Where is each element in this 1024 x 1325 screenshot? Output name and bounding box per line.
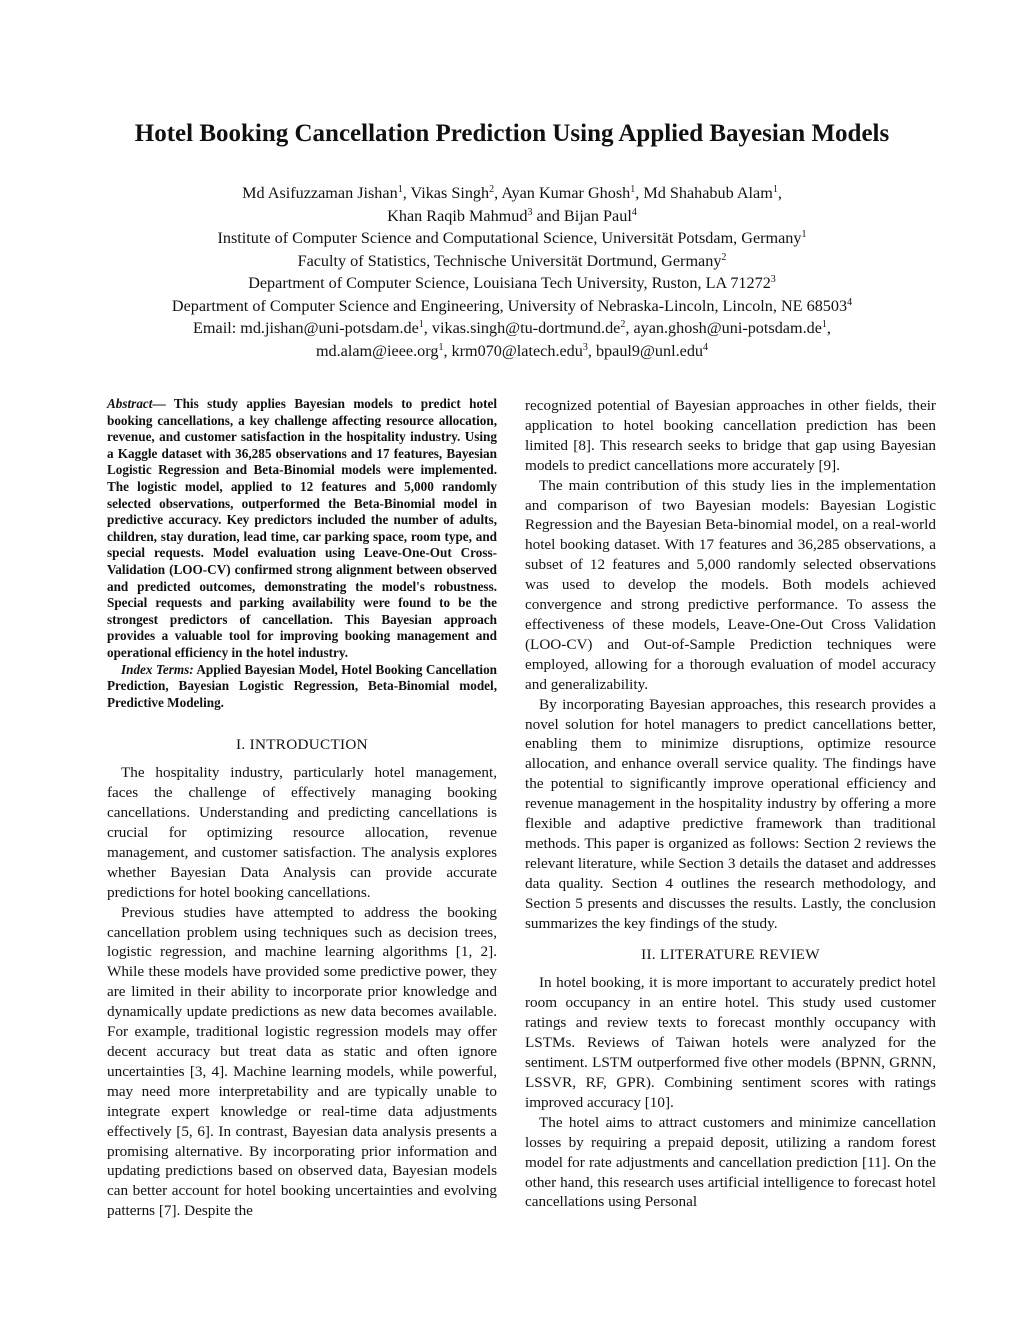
paragraph: The hotel aims to attract customers and minimize cancellation losses by requiring a prepaid deposit, utilizing a random forest model for rate adjustments and cancellation prediction [11]. On the other hand, this research uses artificial intelligence to forecast hotel cancellations using Personal bbox=[525, 1113, 936, 1211]
paragraph: recognized potential of Bayesian approaches in other fields, their application to hotel booking cancellation prediction has been limited [8]. This research seeks to bridge that gap using Bayesian models to predict cancellations more accurately [9]. bbox=[525, 397, 936, 474]
emails-line-1: Email: $md.jishan@uni-potsdam.de^1$, $vikas.singh@tu-dortmund.de^2$, $ayan.ghosh@uni-potsdam.de^1$, bbox=[193, 319, 831, 337]
emails-line-2: md.alam@ieee.org$^1$, krm070@latech.edu$^3$, bpaul9@unl.edu$^4$ bbox=[315, 341, 709, 360]
index-terms-label: Index Terms: bbox=[121, 661, 194, 677]
abstract-text: — This study applies Bayesian models to predict hotel booking cancellations, a key challenge affecting resource allocation, revenue, and customer satisfaction in the hospitality industry. Using a Kaggle dataset with 36,285 observations and 17 features, Bayesian Logistic Regression and Beta-Binomial models were implemented. The logistic model, applied to 12 features and 5,000 randomly selected observations, outperformed the Beta-Binomial model in predictive accuracy. Key predictors included the number of adults, children, stay duration, lead time, car parking space, room type, and special requests. Model evaluation using Leave-One-Out Cross-Validation (LOO-CV) confirmed strong alignment between observed and predicted outcomes, demonstrating the model's robustness. Special requests and parking availability were found to be the strongest predictors of cancellation. This Bayesian approach provides a valuable tool for improving booking management and operational efficiency in the hotel industry. bbox=[107, 396, 497, 660]
paragraph: The hospitality industry, particularly hotel management, faces the challenge of effectively managing booking cancellations. Understanding and predicting cancellations is crucial for optimizing resource allocation, revenue management, and customer satisfaction. The analysis explores whether Bayesian Data Analysis can provide accurate predictions for hotel booking cancellations. bbox=[107, 764, 497, 901]
affiliation-1: Institute of Computer Science and Computational Science, Universität Potsdam, Germany$^1$ bbox=[217, 229, 807, 247]
index-terms-text: Applied Bayesian Model, Hotel Booking Cancellation Prediction, Bayesian Logistic Regression, Beta-Binomial model, Predictive Modeling. bbox=[107, 661, 497, 710]
abstract-label: Abstract bbox=[107, 396, 153, 411]
introduction-body bbox=[107, 763, 497, 1221]
authors-line-1: Md Asifuzzaman Jishan$^1$, Vikas Singh$^2$, Ayan Kumar Ghosh$^1$, Md Shahabub Alam$^1$, bbox=[242, 184, 782, 202]
left-column bbox=[107, 396, 497, 1221]
paragraph: In hotel booking, it is more important to accurately predict hotel room occupancy in an entire hotel. This study used customer ratings and review texts to forecast monthly occupancy with LSTMs. Reviews of Taiwan hotels were analyzed for the sentiment. LSTM outperformed five other models (BPNN, GRNN, LSSVR, RF, GPR). Combining sentiment scores with ratings improved accuracy [10]. bbox=[525, 974, 936, 1111]
paragraph: The main contribution of this study lies in the implementation and comparison of two Bayesian models: Bayesian Logistic Regression and the Bayesian Beta-binomial model, on a real-world hotel booking dataset. With 17 features and 36,285 observations, a subset of 12 features and 5,000 randomly selected observations was used to develop the models. Both models achieved convergence and strong predictive performance. To assess the effectiveness of these models, Leave-One-Out Cross Validation (LOO-CV) and Out-of-Sample Prediction techniques were employed, allowing for a thorough evaluation of model accuracy and generalizability. bbox=[525, 476, 936, 693]
affiliation-2: Faculty of Statistics, Technische Universität Dortmund, Germany$^2$ bbox=[297, 251, 727, 270]
right-column bbox=[525, 396, 936, 1212]
paragraph: Previous studies have attempted to address the booking cancellation problem using techniques such as decision trees, logistic regression, and machine learning algorithms [1, 2]. While these models have provided some predictive power, they are limited in their ability to incorporate prior knowledge and dynamically update predictions as new data becomes available. For example, traditional logistic regression models may offer decent accuracy but treat data as static and often ignore uncertainties [3, 4]. Machine learning models, while powerful, may need more interpretability and are typically unable to integrate expert knowledge or real-time data adjustments effectively [5, 6]. In contrast, Bayesian data analysis presents a promising alternative. By incorporating prior information and updating predictions based on observed data, Bayesian models can better account for hotel booking uncertainties and evolving patterns [7]. Despite the bbox=[107, 903, 497, 1220]
abstract-paragraph bbox=[107, 396, 497, 662]
section-heading-literature-review: II. LITERATURE REVIEW bbox=[641, 946, 820, 964]
introduction-continued bbox=[525, 396, 936, 933]
section-heading-introduction: I. INTRODUCTION bbox=[236, 736, 368, 754]
paragraph: By incorporating Bayesian approaches, this research provides a novel solution for hotel managers to predict cancellations better, enabling them to minimize disruptions, optimize resource allocation, and enhance overall service quality. The findings have the potential to significantly improve operational efficiency and revenue management in the hospitality industry by offering a more flexible and adaptive predictive framework than traditional methods. This paper is organized as follows: Section 2 reviews the relevant literature, while Section 3 details the dataset and addresses data quality. Section 4 outlines the research methodology, and Section 5 presents and discusses the results. Lastly, the conclusion summarizes the key findings of the study. bbox=[525, 695, 936, 932]
paper-title: Hotel Booking Cancellation Prediction Using Applied Bayesian Models bbox=[134, 120, 890, 147]
abstract bbox=[107, 396, 497, 711]
index-terms bbox=[107, 662, 497, 712]
literature-review-body bbox=[525, 973, 936, 1212]
authors-line-2: Khan Raqib Mahmud$^3$ and Bijan Paul$^4$ bbox=[387, 206, 637, 225]
affiliation-3: Department of Computer Science, Louisiana Tech University, Ruston, LA 71272$^3$ bbox=[248, 274, 776, 292]
affiliation-4: Department of Computer Science and Engineering, University of Nebraska-Lincoln, Lincoln, NE 68503$^4$ bbox=[171, 296, 853, 315]
author-block bbox=[0, 182, 1024, 362]
